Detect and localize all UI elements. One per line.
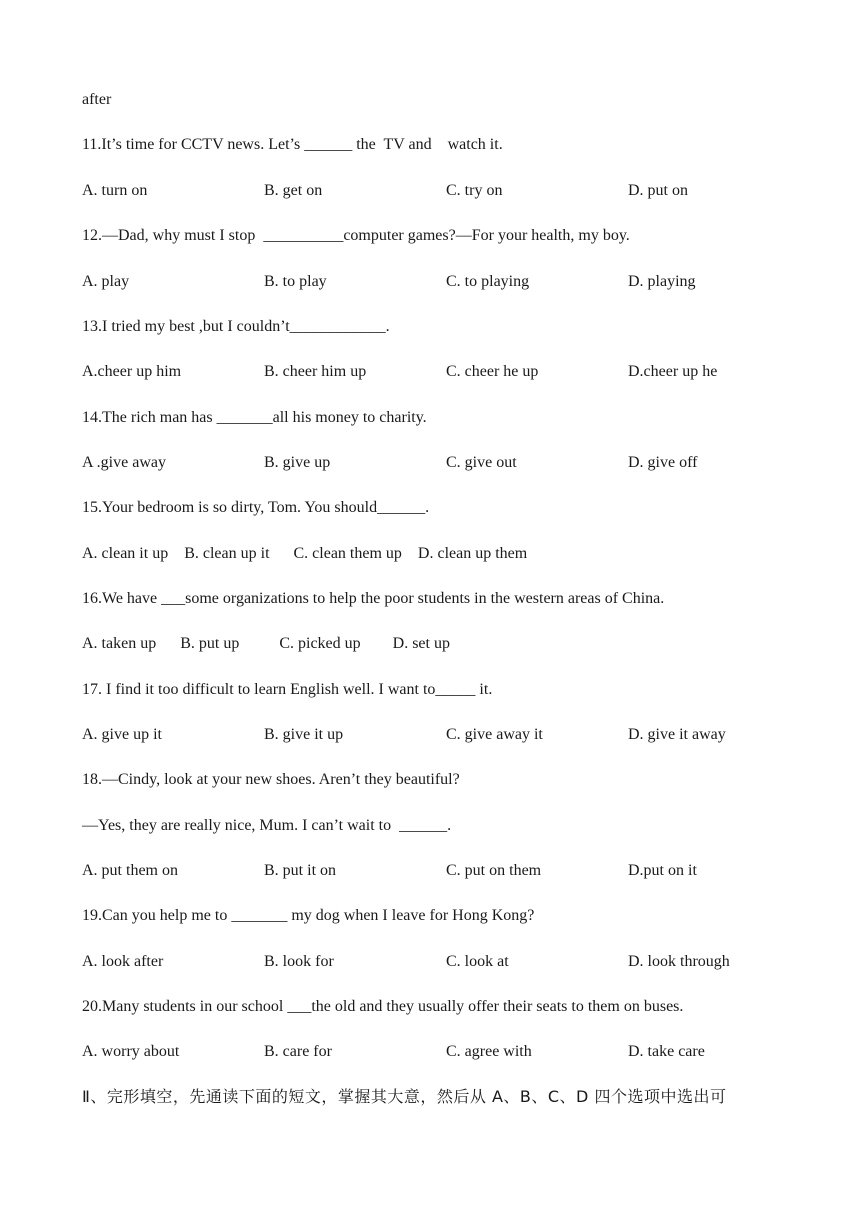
option-a: A .give away	[82, 454, 166, 471]
question-12-stem: 12.—Dad, why must I stop __________computer games?—For your health, my boy.	[82, 227, 630, 244]
question-15-stem: 15.Your bedroom is so dirty, Tom. You should______.	[82, 499, 430, 516]
question-16-options: A. taken up B. put up C. picked up D. set up	[82, 635, 450, 652]
question-19-stem: 19.Can you help me to _______ my dog when I leave for Hong Kong?	[82, 907, 535, 924]
option-c: C. agree with	[446, 1043, 532, 1060]
option-c: C. put on them	[446, 862, 542, 879]
option-c: C. look at	[446, 953, 509, 970]
option-b: B. give up	[264, 454, 331, 471]
option-b: B. put it on	[264, 862, 337, 879]
question-14-stem: 14.The rich man has _______all his money to charity.	[82, 409, 427, 426]
section-heading-cloze: Ⅱ、完形填空，先通读下面的短文，掌握其大意，然后从 A、B、C、D 四个选项中选出可	[82, 1087, 727, 1106]
question-13-stem: 13.I tried my best ,but I couldn’t____________.	[82, 318, 390, 335]
option-a: A. play	[82, 273, 130, 290]
option-a: A. look after	[82, 953, 164, 970]
option-d: D. give it away	[628, 726, 726, 743]
question-19-options	[82, 952, 782, 972]
option-b: B. give it up	[264, 726, 344, 743]
option-d: D.put on it	[628, 862, 697, 879]
question-12-options	[82, 272, 782, 292]
question-11-stem: 11.It’s time for CCTV news. Let’s ______ the TV and watch it.	[82, 136, 503, 153]
question-20-options	[82, 1042, 782, 1062]
option-b: B. cheer him up	[264, 363, 367, 380]
option-a: A. put them on	[82, 862, 178, 879]
question-16-stem: 16.We have ___some organizations to help the poor students in the western areas of China.	[82, 590, 665, 607]
option-b: B. get on	[264, 182, 323, 199]
question-13-options	[82, 362, 782, 382]
option-d: D. give off	[628, 454, 698, 471]
question-14-options	[82, 453, 782, 473]
option-a: A. give up it	[82, 726, 162, 743]
question-17-options	[82, 725, 782, 745]
option-c: C. give away it	[446, 726, 543, 743]
question-18-options	[82, 861, 782, 881]
option-d: D. look through	[628, 953, 730, 970]
question-17-stem: 17. I find it too difficult to learn English well. I want to_____ it.	[82, 681, 493, 698]
question-11-options	[82, 181, 782, 201]
option-d: D. put on	[628, 182, 688, 199]
option-d: D. playing	[628, 273, 696, 290]
option-d: D.cheer up he	[628, 363, 718, 380]
option-c: C. try on	[446, 182, 503, 199]
option-b: B. look for	[264, 953, 334, 970]
option-a: A. turn on	[82, 182, 148, 199]
option-c: C. to playing	[446, 273, 530, 290]
question-20-stem: 20.Many students in our school ___the old and they usually offer their seats to them on buses.	[82, 998, 684, 1015]
option-d: D. take care	[628, 1043, 705, 1060]
option-c: C. give out	[446, 454, 517, 471]
option-c: C. cheer he up	[446, 363, 539, 380]
question-18-stem-reply: —Yes, they are really nice, Mum. I can’t wait to ______.	[82, 817, 452, 834]
option-a: A. worry about	[82, 1043, 180, 1060]
option-b: B. care for	[264, 1043, 332, 1060]
option-b: B. to play	[264, 273, 327, 290]
carry-over-word: after	[82, 91, 112, 108]
question-18-stem: 18.—Cindy, look at your new shoes. Aren’t they beautiful?	[82, 771, 460, 788]
option-a: A.cheer up him	[82, 363, 182, 380]
question-15-options: A. clean it up B. clean up it C. clean them up D. clean up them	[82, 545, 528, 562]
